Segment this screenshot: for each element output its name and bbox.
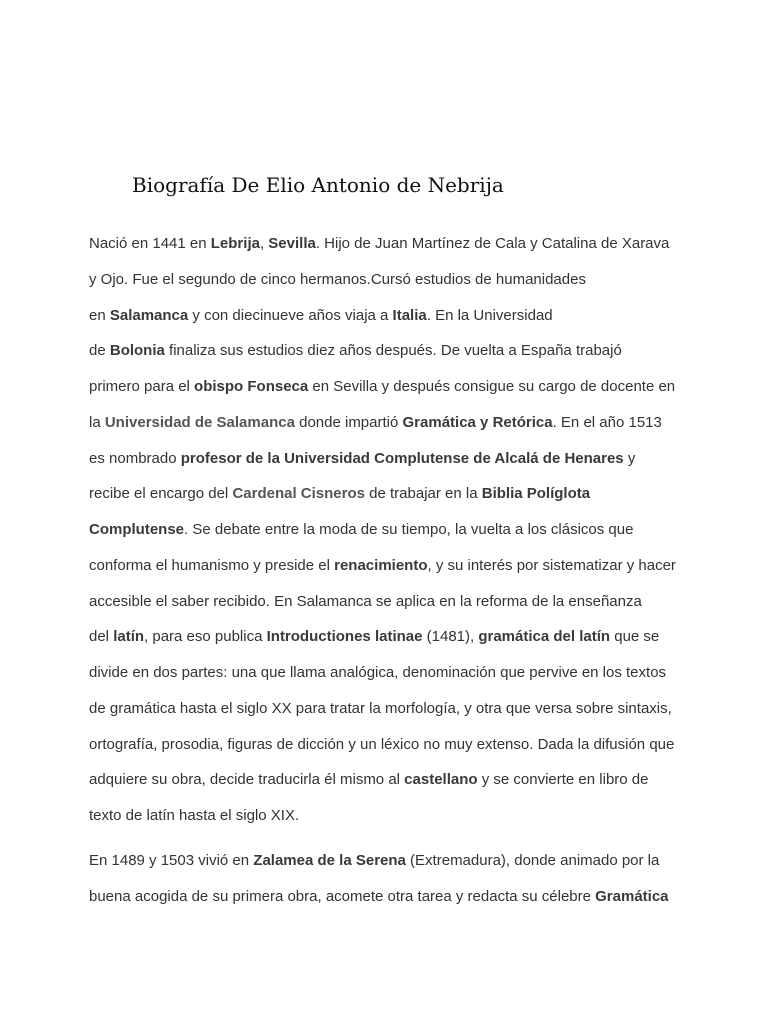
text-line <box>89 691 689 727</box>
bold-term: Universidad de Salamanca <box>104 413 295 431</box>
text-run: En 1489 y 1503 vivió en <box>89 852 254 869</box>
text-run: en <box>89 306 110 324</box>
text-line <box>89 548 689 584</box>
text-run: texto de latín hasta el siglo XIX. <box>89 807 300 824</box>
text-run: (Extremadura), donde animado por la <box>405 852 660 869</box>
bold-term: Biblia Políglota <box>481 485 591 503</box>
bold-term: renacimiento <box>334 556 428 574</box>
bold-term: Sevilla <box>268 235 316 252</box>
bold-term: Cardenal Cisneros <box>232 485 365 503</box>
text-run: donde impartió <box>294 413 403 431</box>
text-run: primero para el <box>89 378 195 395</box>
bold-term: profesor de la Universidad Complutense de Alcalá de Henares <box>180 449 624 467</box>
text-run: recibe el encargo del <box>89 485 233 503</box>
text-run: y se convierte en libro de <box>477 771 649 789</box>
text-run: . Se debate entre la moda de su tiempo, la vuelta a los clásicos que <box>184 521 634 538</box>
text-run: (1481), <box>422 628 479 646</box>
text-line <box>89 298 689 334</box>
document-title: Biografía De Elio Antonio de Nebrija <box>132 173 504 197</box>
text-line <box>89 655 689 691</box>
text-run: conforma el humanismo y preside el <box>89 556 335 574</box>
text-run: de gramática hasta el siglo XX para tratar la morfología, y otra que versa sobre sintaxis, <box>89 699 672 717</box>
bold-term: Complutense <box>89 521 185 538</box>
text-run: accesible el saber recibido. En Salamanca se aplica en la reforma de la enseñanza <box>89 592 642 610</box>
text-line <box>89 843 689 879</box>
text-line <box>89 441 689 477</box>
text-run: ortografía, prosodia, figuras de dicción y un léxico no muy extenso. Dada la difusión que <box>89 735 675 753</box>
text-line <box>89 512 689 548</box>
text-run: adquiere su obra, decide traducirla él mismo al <box>89 771 405 789</box>
text-run: finaliza sus estudios diez años después. De vuelta a España trabajó <box>164 342 622 360</box>
text-run: que se <box>610 628 660 646</box>
bold-term: Salamanca <box>109 306 189 324</box>
text-run: , y su interés por sistematizar y hacer <box>427 556 676 574</box>
biography-paragraph-2 <box>89 843 689 915</box>
text-line <box>89 619 689 655</box>
text-line <box>89 333 689 369</box>
text-run: es nombrado <box>89 449 181 467</box>
text-line <box>89 262 689 298</box>
bold-term: Italia <box>392 306 427 324</box>
text-line <box>89 226 689 262</box>
text-line <box>89 369 689 405</box>
bold-term: Zalamea de la Serena <box>253 852 406 869</box>
text-line <box>89 405 689 441</box>
text-run: de <box>89 342 110 360</box>
bold-term: Gramática y Retórica <box>402 413 553 431</box>
text-run: de trabajar en la <box>364 485 482 503</box>
text-line <box>89 727 689 763</box>
text-line <box>89 584 689 620</box>
bold-term: Lebrija <box>210 235 260 252</box>
text-line <box>89 476 689 512</box>
text-line <box>89 798 689 834</box>
text-line <box>89 762 689 798</box>
bold-term: castellano <box>404 771 478 789</box>
text-run: . Hijo de Juan Martínez de Cala y Catalina de Xarava <box>315 235 670 252</box>
text-run: divide en dos partes: una que llama analógica, denominación que pervive en los textos <box>89 664 667 681</box>
text-run: en Sevilla y después consigue su cargo de docente en <box>308 378 676 395</box>
text-run: del <box>89 628 114 646</box>
text-run: , para eso publica <box>144 628 267 646</box>
bold-term: Bolonia <box>109 342 165 360</box>
bold-term: obispo Fonseca <box>194 378 309 395</box>
text-run: Nació en 1441 en <box>89 235 211 252</box>
bold-term: gramática del latín <box>478 628 611 646</box>
biography-paragraph-1 <box>89 226 689 834</box>
text-run: la <box>89 413 105 431</box>
text-run: . En el año 1513 <box>552 413 662 431</box>
bold-term: latín <box>113 628 145 646</box>
text-run: buena acogida de su primera obra, acomete otra tarea y redacta su célebre <box>89 887 596 905</box>
bold-term: Gramática <box>595 887 669 905</box>
text-run: y Ojo. Fue el segundo de cinco hermanos.Cursó estudios de humanidades <box>89 270 586 288</box>
text-run: . En la Universidad <box>426 306 553 324</box>
bold-term: Introductiones latinae <box>266 628 423 646</box>
text-run: y <box>623 449 636 467</box>
text-run: y con diecinueve años viaja a <box>188 306 393 324</box>
text-line <box>89 879 689 915</box>
text-run: , <box>259 235 269 252</box>
